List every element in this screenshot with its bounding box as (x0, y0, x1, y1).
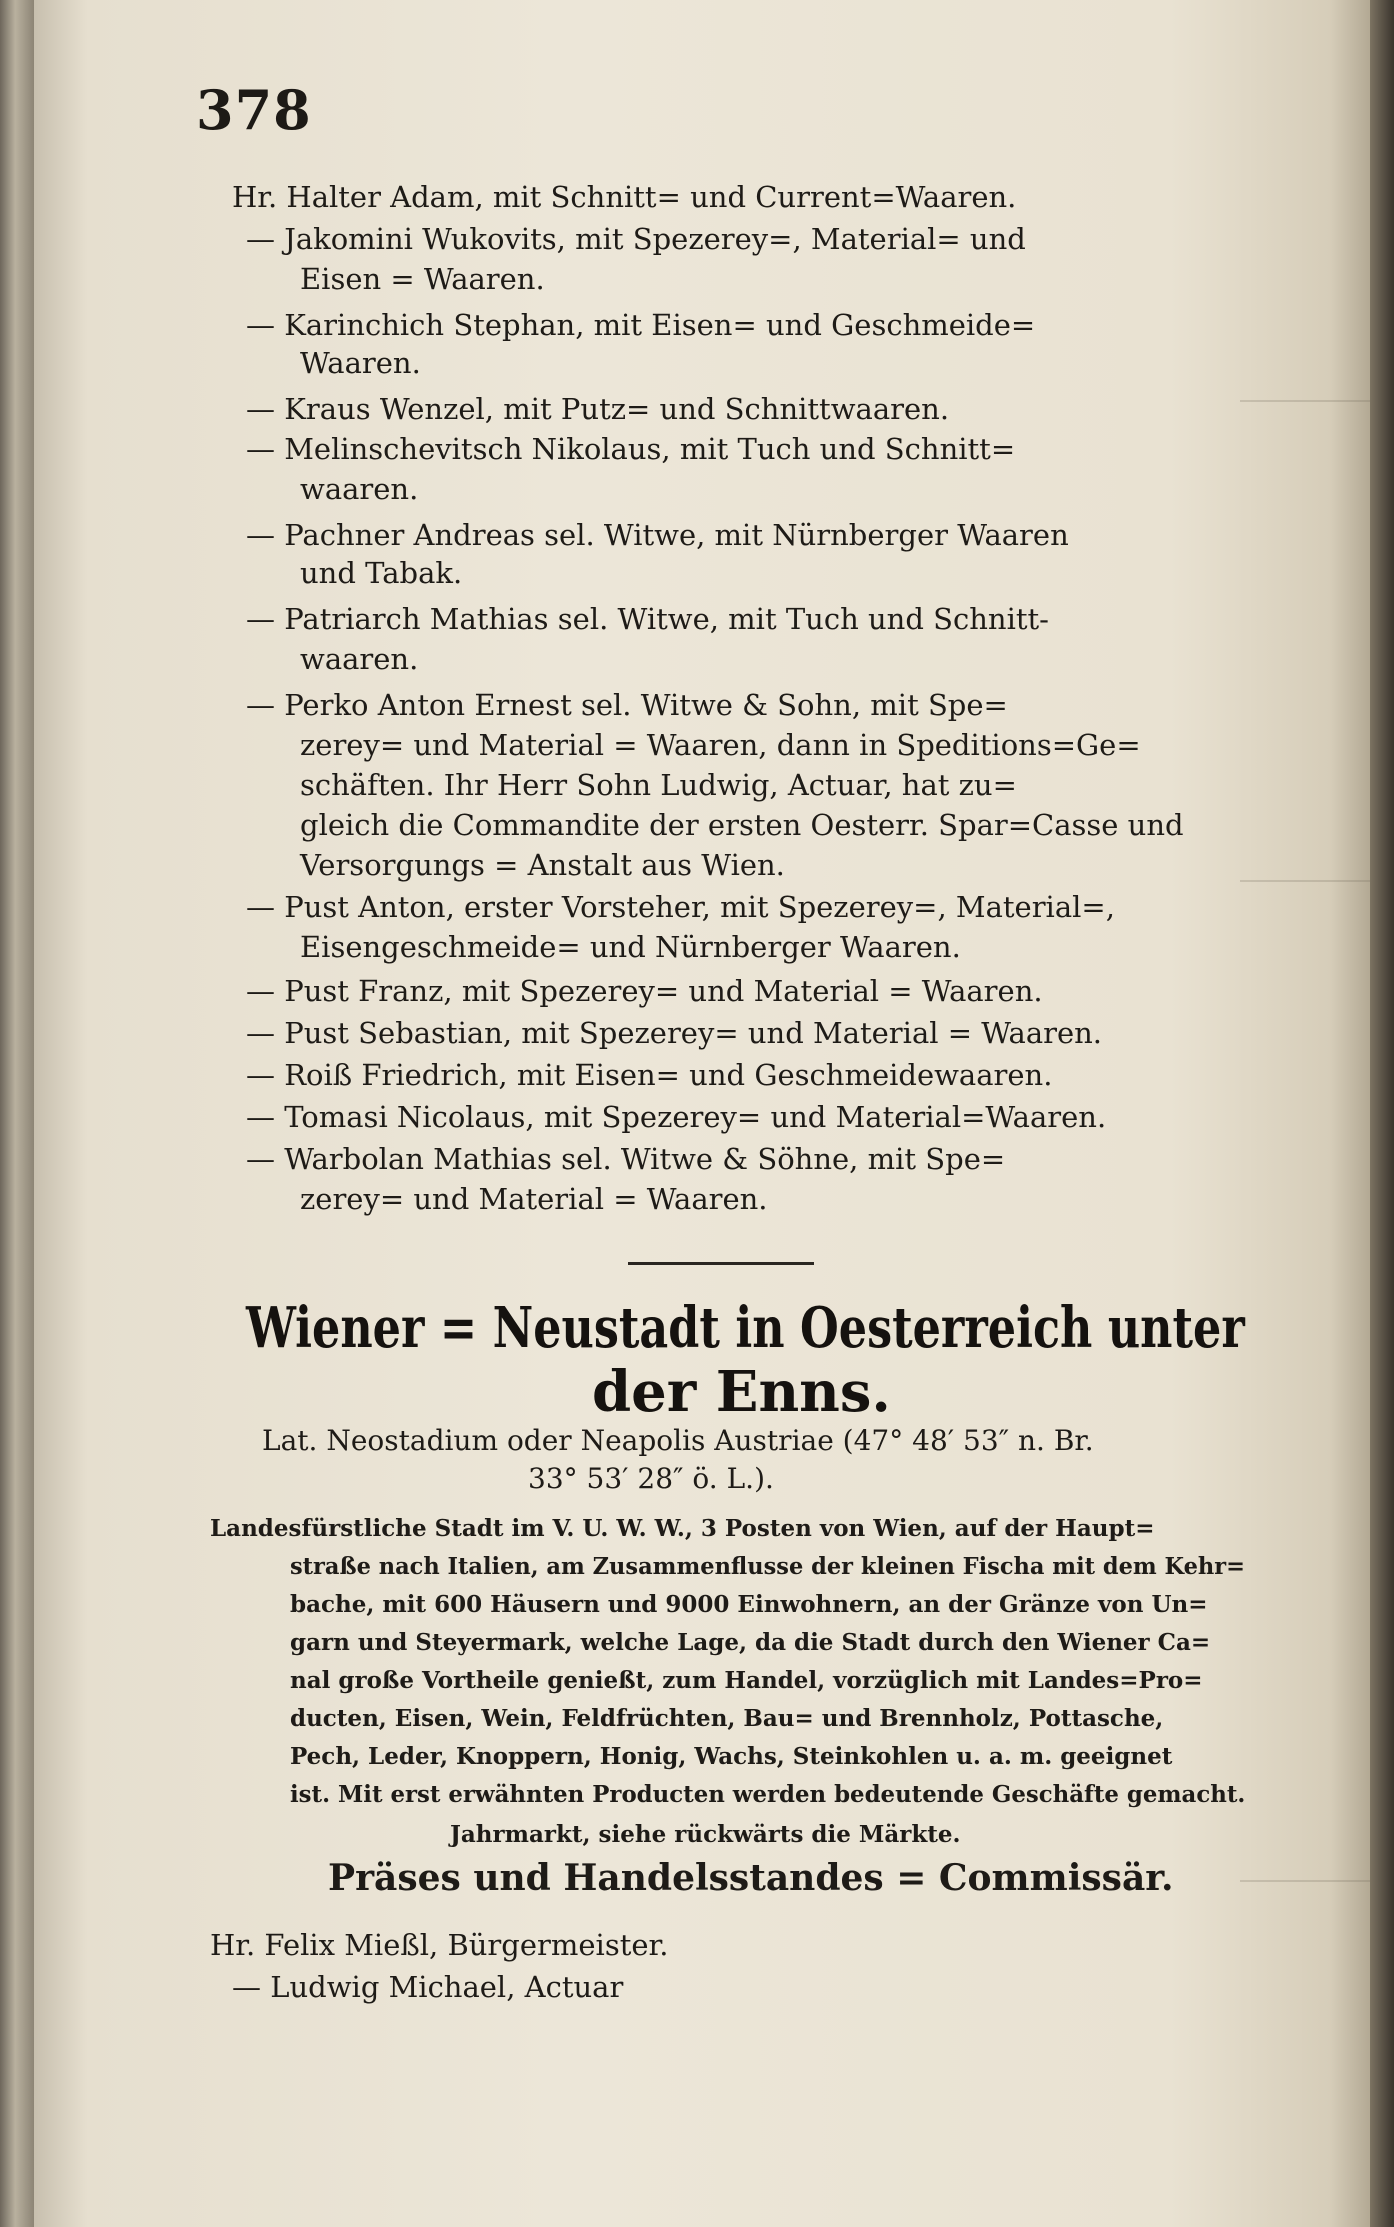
section-divider (628, 1262, 814, 1265)
description-line: Jahrmarkt, siehe rückwärts die Märkte. (450, 1821, 961, 1848)
entry-line: Eisengeschmeide= und Nürnberger Waaren. (300, 930, 961, 964)
entry-line: — Pust Franz, mit Spezerey= und Material = Waaren. (246, 974, 1043, 1008)
latin-name: 33° 53′ 28″ ö. L.). (528, 1462, 774, 1495)
entry-line: — Karinchich Stephan, mit Eisen= und Geschmeide= (246, 308, 1036, 342)
entry-line: — Jakomini Wukovits, mit Spezerey=, Material= und (246, 222, 1026, 256)
entry-line: und Tabak. (300, 556, 463, 590)
entry-line: — Warbolan Mathias sel. Witwe & Söhne, mit Spe= (246, 1142, 1006, 1176)
description-line: straße nach Italien, am Zusammenflusse der kleinen Fischa mit dem Kehr= (290, 1553, 1245, 1580)
city-heading: Wiener = Neustadt in Oesterreich unter (246, 1295, 1245, 1361)
entry-line: — Perko Anton Ernest sel. Witwe & Sohn, mit Spe= (246, 688, 1008, 722)
official-line: Hr. Felix Mießl, Bürgermeister. (210, 1928, 669, 1962)
description-line: garn und Steyermark, welche Lage, da die Stadt durch den Wiener Ca= (290, 1629, 1211, 1656)
entry-line: Hr. Halter Adam, mit Schnitt= und Current=Waaren. (232, 180, 1017, 214)
description-line: bache, mit 600 Häusern und 9000 Einwohnern, an der Gränze von Un= (290, 1591, 1208, 1618)
entry-line: — Pust Sebastian, mit Spezerey= und Material = Waaren. (246, 1016, 1103, 1050)
description-line: Landesfürstliche Stadt im V. U. W. W., 3 Posten von Wien, auf der Haupt= (210, 1515, 1155, 1542)
entry-line: waaren. (300, 472, 419, 506)
city-heading: der Enns. (592, 1359, 891, 1425)
official-line: — Ludwig Michael, Actuar (232, 1970, 624, 2004)
entry-line: waaren. (300, 642, 419, 676)
entry-line: — Roiß Friedrich, mit Eisen= und Geschmeidewaaren. (246, 1058, 1053, 1092)
entry-line: — Kraus Wenzel, mit Putz= und Schnittwaaren. (246, 392, 950, 426)
latin-name: Lat. Neostadium oder Neapolis Austriae (47° 48′ 53″ n. Br. (262, 1424, 1094, 1457)
entry-line: — Tomasi Nicolaus, mit Spezerey= und Material=Waaren. (246, 1100, 1107, 1134)
entry-line: zerey= und Material = Waaren. (300, 1182, 768, 1216)
description-line: nal große Vortheile genießt, zum Handel, vorzüglich mit Landes=Pro= (290, 1667, 1203, 1694)
entry-line: zerey= und Material = Waaren, dann in Speditions=Ge= (300, 728, 1141, 762)
section-title: Präses und Handelsstandes = Commissär. (328, 1857, 1174, 1899)
entry-line: gleich die Commandite der ersten Oesterr. Spar=Casse und (300, 808, 1184, 842)
entry-line: Versorgungs = Anstalt aus Wien. (300, 848, 785, 882)
entry-line: schäften. Ihr Herr Sohn Ludwig, Actuar, hat zu= (300, 768, 1017, 802)
entry-line: Eisen = Waaren. (300, 262, 545, 296)
entry-line: Waaren. (300, 346, 421, 380)
entry-line: — Pust Anton, erster Vorsteher, mit Spezerey=, Material=, (246, 890, 1115, 924)
entry-line: — Melinschevitsch Nikolaus, mit Tuch und Schnitt= (246, 432, 1016, 466)
description-line: ducten, Eisen, Wein, Feldfrüchten, Bau= und Brennholz, Pottasche, (290, 1705, 1164, 1732)
description-line: Pech, Leder, Knoppern, Honig, Wachs, Steinkohlen u. a. m. geeignet (290, 1743, 1173, 1770)
page-number: 378 (196, 78, 312, 142)
entry-line: — Patriarch Mathias sel. Witwe, mit Tuch und Schnitt- (246, 602, 1049, 636)
description-line: ist. Mit erst erwähnten Producten werden bedeutende Geschäfte gemacht. (290, 1781, 1246, 1808)
entry-line: — Pachner Andreas sel. Witwe, mit Nürnberger Waaren (246, 518, 1069, 552)
